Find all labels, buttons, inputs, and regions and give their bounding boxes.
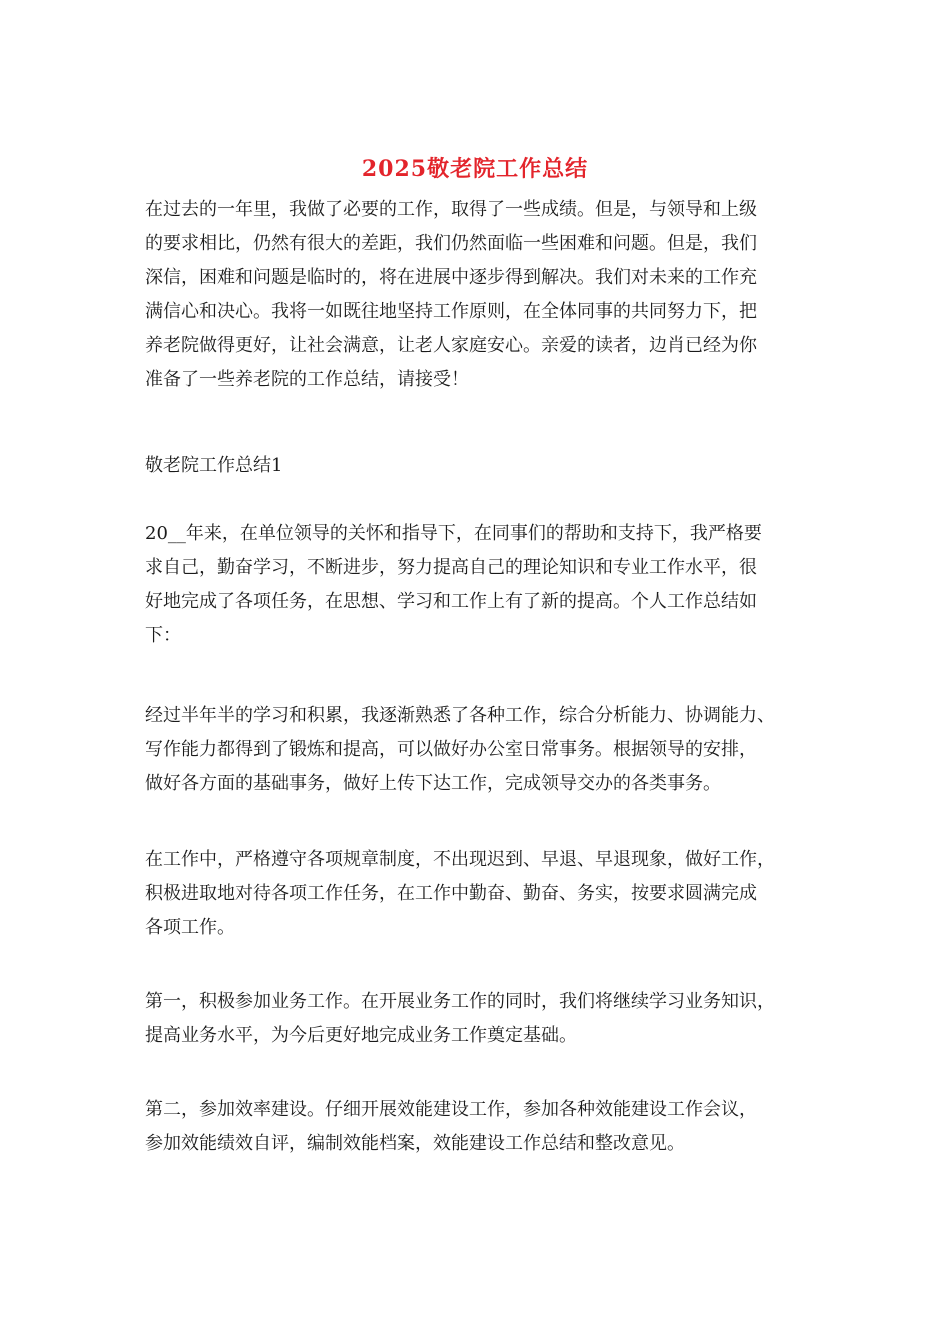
intro-line: 的要求相比，仍然有很大的差距，我们仍然面临一些困难和问题。但是，我们 bbox=[145, 233, 757, 254]
paragraph-line: 20__年来，在单位领导的关怀和指导下，在同事们的帮助和支持下，我严格要 bbox=[145, 523, 762, 544]
document-title: 2025敬老院工作总结 bbox=[361, 156, 589, 182]
intro-paragraph bbox=[145, 193, 815, 397]
paragraph-line: 第二，参加效率建设。仔细开展效能建设工作，参加各种效能建设工作会议， bbox=[145, 1099, 757, 1120]
paragraph-line: 提高业务水平，为今后更好地完成业务工作奠定基础。 bbox=[145, 1025, 577, 1046]
paragraph-line: 求自己，勤奋学习，不断进步，努力提高自己的理论知识和专业工作水平，很 bbox=[145, 557, 757, 578]
intro-line: 在过去的一年里，我做了必要的工作，取得了一些成绩。但是，与领导和上级 bbox=[145, 199, 757, 220]
paragraph-line: 写作能力都得到了锻炼和提高，可以做好办公室日常事务。根据领导的安排， bbox=[145, 739, 757, 760]
paragraph-line: 好地完成了各项任务，在思想、学习和工作上有了新的提高。个人工作总结如 bbox=[145, 591, 757, 612]
section-heading bbox=[145, 449, 815, 483]
paragraph-line: 第一，积极参加业务工作。在开展业务工作的同时，我们将继续学习业务知识， bbox=[145, 991, 775, 1012]
section-heading-text: 敬老院工作总结1 bbox=[145, 455, 283, 476]
paragraph-line: 参加效能绩效自评，编制效能档案，效能建设工作总结和整改意见。 bbox=[145, 1133, 685, 1154]
paragraph-line: 各项工作。 bbox=[145, 917, 235, 938]
paragraph-line: 积极进取地对待各项工作任务，在工作中勤奋、勤奋、务实，按要求圆满完成 bbox=[145, 883, 757, 904]
intro-line: 深信，困难和问题是临时的，将在进展中逐步得到解决。我们对未来的工作充 bbox=[145, 267, 757, 288]
body-paragraph-5 bbox=[145, 1093, 815, 1161]
paragraph-line: 经过半年半的学习和积累，我逐渐熟悉了各种工作，综合分析能力、协调能力、 bbox=[145, 705, 775, 726]
intro-line: 准备了一些养老院的工作总结，请接受！ bbox=[145, 369, 469, 390]
body-paragraph-1 bbox=[145, 517, 815, 653]
paragraph-line: 下： bbox=[145, 625, 181, 646]
intro-line: 满信心和决心。我将一如既往地坚持工作原则，在全体同事的共同努力下，把 bbox=[145, 301, 757, 322]
body-paragraph-3 bbox=[145, 843, 815, 945]
body-paragraph-4 bbox=[145, 985, 815, 1053]
body-paragraph-2 bbox=[145, 699, 815, 801]
paragraph-line: 在工作中，严格遵守各项规章制度，不出现迟到、早退、早退现象，做好工作， bbox=[145, 849, 775, 870]
intro-line: 养老院做得更好，让社会满意，让老人家庭安心。亲爱的读者，边肖已经为你 bbox=[145, 335, 757, 356]
paragraph-line: 做好各方面的基础事务，做好上传下达工作，完成领导交办的各类事务。 bbox=[145, 773, 721, 794]
